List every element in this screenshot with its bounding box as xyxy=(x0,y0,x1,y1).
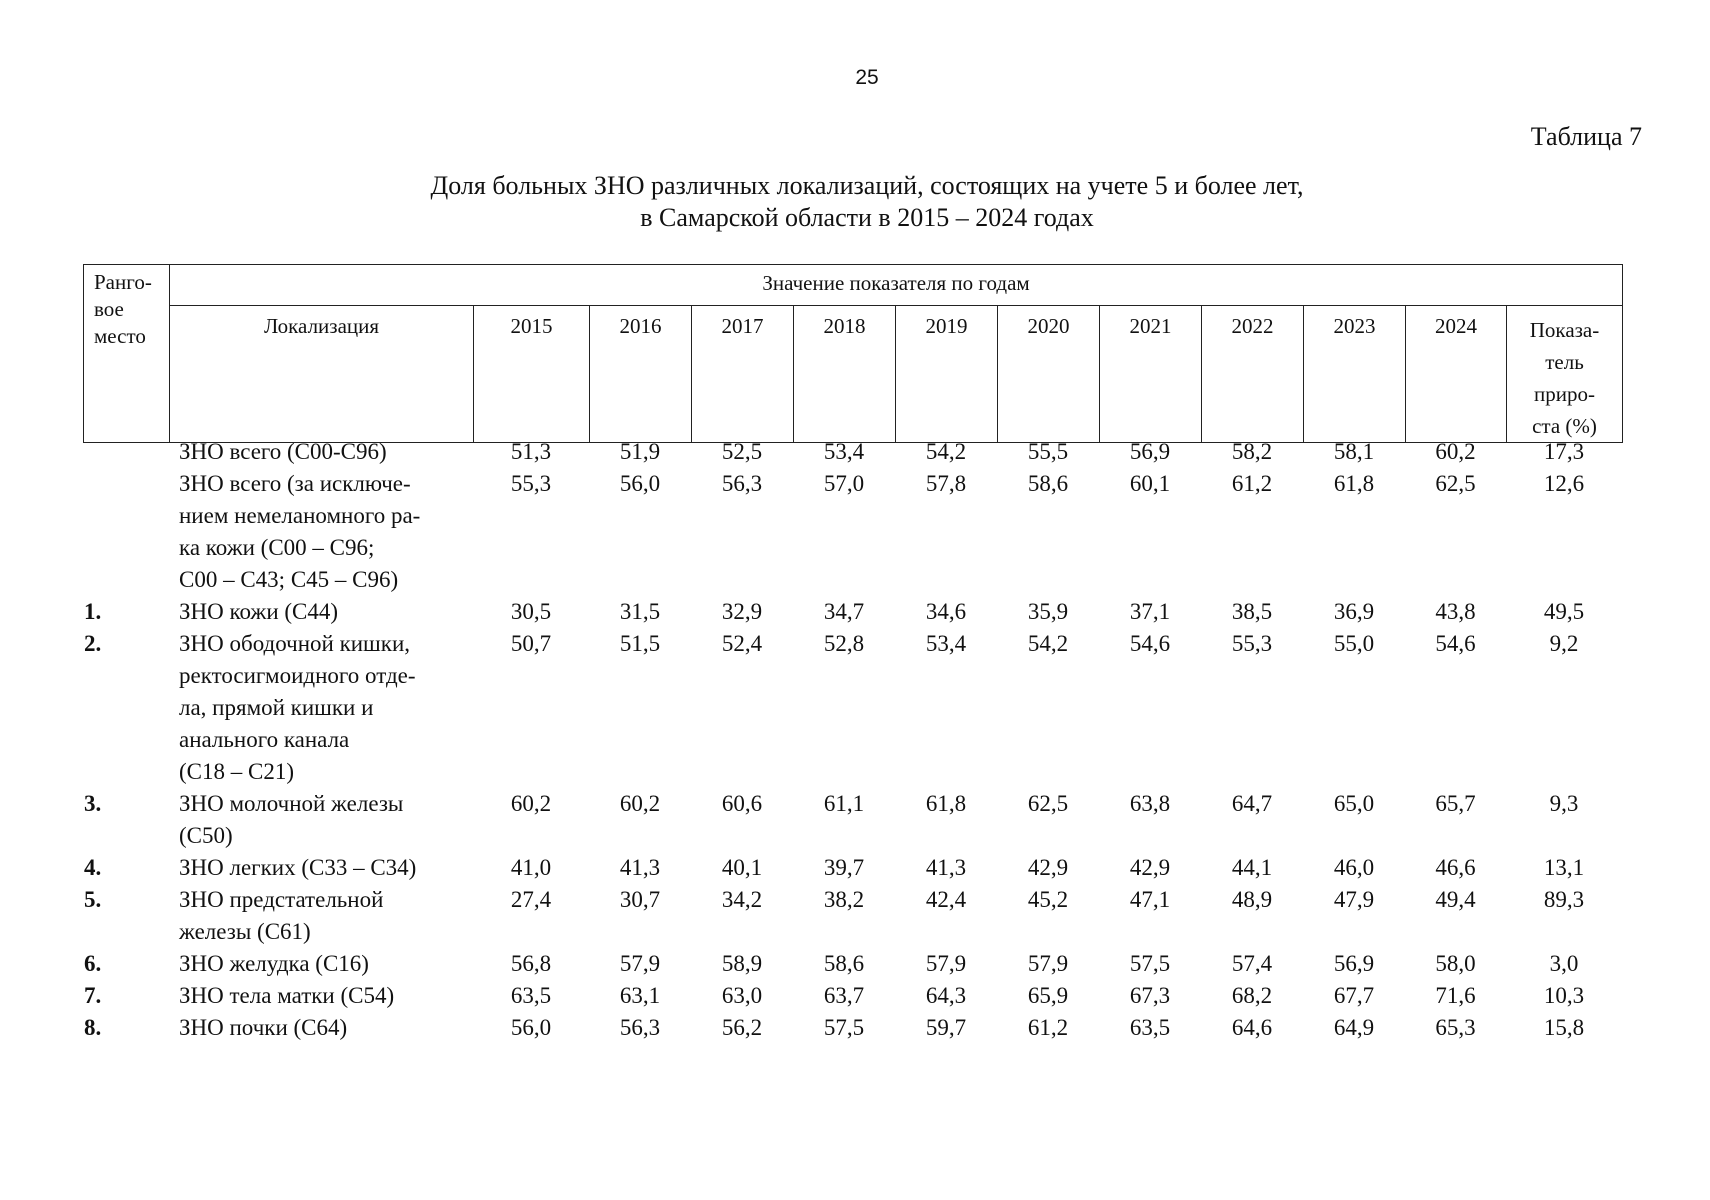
value-cell: 57,0 xyxy=(823,471,865,496)
value-cell: 52,8 xyxy=(823,631,865,656)
rank-cell: 5. xyxy=(84,887,102,912)
value-cell: 58,1 xyxy=(1333,439,1375,464)
value-cell: 63,0 xyxy=(721,983,763,1008)
year-header: 2017 xyxy=(692,306,794,443)
localization-header: Локализация xyxy=(170,306,474,443)
value-cell: 54,2 xyxy=(1027,631,1069,656)
year-header: 2019 xyxy=(896,306,998,443)
rank-cell xyxy=(83,468,169,596)
value-cell: 55,3 xyxy=(510,471,552,496)
value-cell: 65,7 xyxy=(1435,791,1476,816)
rank-cell: 8. xyxy=(84,1015,102,1040)
rank-cell: 6. xyxy=(84,951,102,976)
value-cell: 52,5 xyxy=(721,439,763,464)
table-title-line-2: в Самарской области в 2015 – 2024 годах xyxy=(640,203,1094,232)
growth-header-line: тель xyxy=(1545,350,1584,374)
value-cell: 37,1 xyxy=(1129,599,1171,624)
localization-cell xyxy=(169,596,473,628)
localization-cell xyxy=(169,948,473,980)
value-cell: 63,7 xyxy=(823,983,865,1008)
value-cell: 58,6 xyxy=(823,951,865,976)
table-row xyxy=(83,852,1622,884)
localization-line: ЗНО легких (С33 – С34) xyxy=(179,855,417,880)
table-row xyxy=(83,1012,1622,1044)
page-number: 25 xyxy=(855,66,879,89)
value-cell: 32,9 xyxy=(721,599,763,624)
growth-cell: 13,1 xyxy=(1543,855,1585,880)
table-row xyxy=(83,980,1622,1012)
value-cell: 27,4 xyxy=(510,887,552,912)
localization-cell xyxy=(169,884,473,948)
value-cell: 54,6 xyxy=(1129,631,1171,656)
growth-header-line: приро- xyxy=(1534,382,1595,406)
value-cell: 41,3 xyxy=(925,855,967,880)
value-cell: 62,5 xyxy=(1027,791,1069,816)
value-cell: 62,5 xyxy=(1435,471,1476,496)
value-cell: 65,9 xyxy=(1027,983,1069,1008)
growth-cell: 17,3 xyxy=(1543,439,1585,464)
value-cell: 67,7 xyxy=(1333,983,1375,1008)
value-cell: 40,1 xyxy=(721,855,763,880)
value-cell: 64,7 xyxy=(1231,791,1273,816)
table-row xyxy=(83,436,1622,468)
value-cell: 56,3 xyxy=(721,471,763,496)
value-cell: 42,9 xyxy=(1027,855,1069,880)
value-cell: 54,6 xyxy=(1435,631,1476,656)
localization-cell xyxy=(169,788,473,852)
value-cell: 51,3 xyxy=(510,439,552,464)
rank-cell: 4. xyxy=(84,855,102,880)
value-cell: 57,4 xyxy=(1231,951,1273,976)
value-cell: 54,2 xyxy=(925,439,967,464)
localization-line: ректосигмоидного отде- xyxy=(179,663,416,688)
value-cell: 46,0 xyxy=(1333,855,1375,880)
value-cell: 42,4 xyxy=(925,887,967,912)
rank-cell: 2. xyxy=(84,631,102,656)
year-header: 2018 xyxy=(794,306,896,443)
value-cell: 58,0 xyxy=(1435,951,1476,976)
value-cell: 39,7 xyxy=(823,855,865,880)
localization-line: С00 – С43; С45 – С96) xyxy=(179,567,399,592)
value-cell: 60,2 xyxy=(619,791,661,816)
value-cell: 58,6 xyxy=(1027,471,1069,496)
value-cell: 41,3 xyxy=(619,855,661,880)
rank-header-line: Ранго- xyxy=(94,270,152,294)
value-cell: 61,8 xyxy=(1333,471,1375,496)
value-cell: 60,2 xyxy=(510,791,552,816)
year-header: 2020 xyxy=(998,306,1100,443)
localization-line: железы (С61) xyxy=(179,919,311,944)
year-header: 2024 xyxy=(1406,306,1507,443)
value-cell: 55,0 xyxy=(1333,631,1375,656)
table-label: Таблица 7 xyxy=(1530,122,1642,151)
value-cell: 56,3 xyxy=(619,1015,661,1040)
value-cell: 56,2 xyxy=(721,1015,763,1040)
value-cell: 49,4 xyxy=(1435,887,1476,912)
localization-line: ЗНО ободочной кишки, xyxy=(179,631,410,656)
value-cell: 41,0 xyxy=(510,855,552,880)
value-cell: 61,2 xyxy=(1027,1015,1069,1040)
rank-cell xyxy=(83,436,169,468)
growth-cell: 12,6 xyxy=(1543,471,1585,496)
value-cell: 51,5 xyxy=(619,631,661,656)
value-cell: 48,9 xyxy=(1231,887,1273,912)
localization-line: (С18 – С21) xyxy=(179,759,294,784)
value-cell: 56,0 xyxy=(619,471,661,496)
table-title-line-1: Доля больных ЗНО различных локализаций, состоящих на учете 5 и более лет, xyxy=(430,171,1304,200)
localization-line: ка кожи (С00 – С96; xyxy=(179,535,375,560)
localization-cell xyxy=(169,436,473,468)
year-header: 2023 xyxy=(1304,306,1406,443)
rank-header xyxy=(84,265,170,443)
value-cell: 38,2 xyxy=(823,887,865,912)
value-cell: 47,9 xyxy=(1333,887,1375,912)
localization-line: ЗНО всего (С00-С96) xyxy=(179,439,387,464)
rank-cell: 1. xyxy=(84,599,102,624)
value-cell: 61,2 xyxy=(1231,471,1273,496)
localization-line: ЗНО молочной железы xyxy=(179,791,404,816)
localization-cell xyxy=(169,628,473,788)
years-group-header: Значение показателя по годам xyxy=(170,265,1623,306)
value-cell: 34,2 xyxy=(721,887,763,912)
localization-cell xyxy=(169,1012,473,1044)
value-cell: 56,9 xyxy=(1333,951,1375,976)
growth-cell: 89,3 xyxy=(1543,887,1585,912)
value-cell: 60,2 xyxy=(1435,439,1476,464)
value-cell: 36,9 xyxy=(1333,599,1375,624)
rank-cell: 7. xyxy=(84,983,102,1008)
localization-line: нием немеланомного ра- xyxy=(179,503,421,528)
value-cell: 67,3 xyxy=(1129,983,1171,1008)
rank-cell: 3. xyxy=(84,791,102,816)
value-cell: 57,9 xyxy=(925,951,967,976)
localization-line: ЗНО предстательной xyxy=(179,887,384,912)
value-cell: 65,0 xyxy=(1333,791,1375,816)
value-cell: 60,6 xyxy=(721,791,763,816)
value-cell: 45,2 xyxy=(1027,887,1069,912)
growth-cell: 15,8 xyxy=(1543,1015,1585,1040)
value-cell: 65,3 xyxy=(1435,1015,1476,1040)
value-cell: 58,9 xyxy=(721,951,763,976)
value-cell: 47,1 xyxy=(1129,887,1171,912)
table-row xyxy=(83,948,1622,980)
table-title xyxy=(0,170,1710,234)
value-cell: 46,6 xyxy=(1435,855,1476,880)
value-cell: 64,3 xyxy=(925,983,967,1008)
table-row xyxy=(83,468,1622,596)
value-cell: 31,5 xyxy=(619,599,661,624)
value-cell: 34,6 xyxy=(925,599,967,624)
growth-header-line: ста (%) xyxy=(1532,414,1597,438)
value-cell: 58,2 xyxy=(1231,439,1273,464)
value-cell: 34,7 xyxy=(823,599,865,624)
localization-line: ЗНО тела матки (С54) xyxy=(179,983,395,1008)
localization-cell xyxy=(169,468,473,596)
value-cell: 61,8 xyxy=(925,791,967,816)
year-header: 2021 xyxy=(1100,306,1202,443)
value-cell: 56,8 xyxy=(510,951,552,976)
table-row xyxy=(83,596,1622,628)
value-cell: 30,7 xyxy=(619,887,661,912)
year-header: 2022 xyxy=(1202,306,1304,443)
value-cell: 53,4 xyxy=(925,631,967,656)
value-cell: 71,6 xyxy=(1435,983,1476,1008)
localization-line: ЗНО всего (за исключе- xyxy=(179,471,411,496)
growth-cell: 10,3 xyxy=(1543,983,1585,1008)
value-cell: 57,9 xyxy=(619,951,661,976)
value-cell: 60,1 xyxy=(1129,471,1171,496)
value-cell: 42,9 xyxy=(1129,855,1171,880)
localization-cell xyxy=(169,980,473,1012)
growth-cell: 49,5 xyxy=(1543,599,1585,624)
rank-header-line: вое xyxy=(94,297,124,321)
growth-header-line: Показа- xyxy=(1529,318,1600,342)
value-cell: 57,8 xyxy=(925,471,967,496)
table-row xyxy=(83,628,1622,788)
value-cell: 56,0 xyxy=(510,1015,552,1040)
value-cell: 50,7 xyxy=(510,631,552,656)
localization-line: (С50) xyxy=(179,823,233,848)
growth-header xyxy=(1507,306,1623,443)
value-cell: 38,5 xyxy=(1231,599,1273,624)
growth-cell: 9,2 xyxy=(1549,631,1579,656)
value-cell: 61,1 xyxy=(823,791,865,816)
year-header: 2015 xyxy=(474,306,590,443)
value-cell: 63,1 xyxy=(619,983,661,1008)
localization-line: анального канала xyxy=(179,727,350,752)
value-cell: 51,9 xyxy=(619,439,661,464)
localization-line: ла, прямой кишки и xyxy=(179,695,374,720)
value-cell: 63,5 xyxy=(510,983,552,1008)
value-cell: 44,1 xyxy=(1231,855,1273,880)
year-header: 2016 xyxy=(590,306,692,443)
value-cell: 59,7 xyxy=(925,1015,967,1040)
localization-line: ЗНО почки (С64) xyxy=(179,1015,348,1040)
value-cell: 52,4 xyxy=(721,631,763,656)
localization-cell xyxy=(169,852,473,884)
table-row xyxy=(83,884,1622,948)
value-cell: 57,5 xyxy=(1129,951,1171,976)
value-cell: 53,4 xyxy=(823,439,865,464)
value-cell: 57,9 xyxy=(1027,951,1069,976)
value-cell: 63,5 xyxy=(1129,1015,1171,1040)
value-cell: 35,9 xyxy=(1027,599,1069,624)
rank-header-line: место xyxy=(94,324,146,348)
table-body xyxy=(83,436,1622,1044)
growth-cell: 3,0 xyxy=(1549,951,1579,976)
localization-line: ЗНО желудка (С16) xyxy=(179,951,369,976)
value-cell: 64,6 xyxy=(1231,1015,1273,1040)
value-cell: 63,8 xyxy=(1129,791,1171,816)
table-header xyxy=(83,264,1623,443)
value-cell: 57,5 xyxy=(823,1015,865,1040)
value-cell: 55,5 xyxy=(1027,439,1069,464)
value-cell: 56,9 xyxy=(1129,439,1171,464)
table-row xyxy=(83,788,1622,852)
localization-line: ЗНО кожи (С44) xyxy=(179,599,339,624)
value-cell: 55,3 xyxy=(1231,631,1273,656)
growth-cell: 9,3 xyxy=(1549,791,1579,816)
value-cell: 68,2 xyxy=(1231,983,1273,1008)
value-cell: 64,9 xyxy=(1333,1015,1375,1040)
value-cell: 30,5 xyxy=(510,599,552,624)
value-cell: 43,8 xyxy=(1435,599,1476,624)
